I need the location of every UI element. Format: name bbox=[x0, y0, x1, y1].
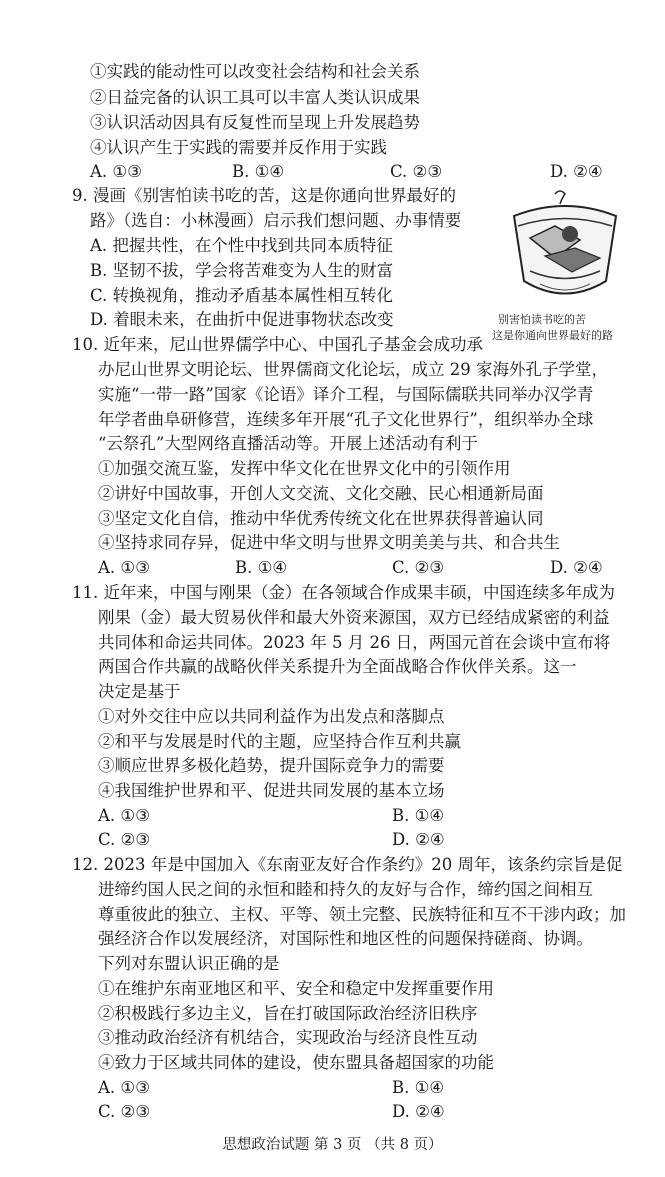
q11-item-2: ②和平与发展是时代的主题，应坚持合作互利共赢 bbox=[98, 732, 461, 751]
q11-option-a: A. ①③ bbox=[98, 806, 150, 825]
cartoon-caption-1: 别害怕读书吃的苦 bbox=[498, 313, 586, 326]
q10-item-2: ②讲好中国故事，开创人文交流、文化交融、民心相通新局面 bbox=[98, 484, 544, 503]
q10-stem-5: “云祭孔”大型网络直播活动等。开展上述活动有利于 bbox=[98, 434, 478, 453]
q10-stem-2: 办尼山世界文明论坛、世界儒商文化论坛，成立 29 家海外孔子学堂， bbox=[98, 360, 608, 379]
q10-option-a: A. ①③ bbox=[98, 558, 150, 577]
q12-item-1: ①在维护东南亚地区和平、安全和稳定中发挥重要作用 bbox=[98, 979, 494, 998]
q8-option-a: A. ①③ bbox=[90, 162, 142, 181]
page-footer: 思想政治试题 第 3 页 （共 8 页） bbox=[222, 1137, 443, 1153]
q10-item-3: ③坚定文化自信，推动中华优秀传统文化在世界获得普遍认同 bbox=[98, 509, 544, 528]
q11-stem-4: 两国合作共赢的战略伙伴关系提升为全面战略合作伙伴关系。这一 bbox=[98, 657, 577, 676]
q12-item-3: ③推动政治经济有机结合，实现政治与经济良性互动 bbox=[98, 1028, 478, 1047]
cartoon-illustration bbox=[492, 186, 630, 346]
q11-stem-5: 决定是基于 bbox=[98, 682, 181, 701]
q8-item-1: ①实践的能动性可以改变社会结构和社会关系 bbox=[90, 62, 420, 81]
q11-item-1: ①对外交往中应以共同利益作为出发点和落脚点 bbox=[98, 707, 445, 726]
q10-option-d: D. ②④ bbox=[550, 558, 603, 577]
q11-stem-1: 11. 近年来，中国与刚果（金）在各领域合作成果丰硕，中国连续多年成为 bbox=[72, 583, 615, 602]
q11-option-c: C. ②③ bbox=[98, 830, 151, 849]
q11-item-3: ③顺应世界多极化趋势，提升国际竞争力的需要 bbox=[98, 756, 445, 775]
q8-item-4: ④认识产生于实践的需要并反作用于实践 bbox=[90, 138, 387, 157]
q12-item-2: ②积极践行多边主义，旨在打破国际政治经济旧秩序 bbox=[98, 1004, 478, 1023]
q12-option-d: D. ②④ bbox=[392, 1102, 445, 1121]
q8-option-b: B. ①④ bbox=[232, 162, 285, 181]
q9-option-d: D. 着眼未来，在曲折中促进事物状态改变 bbox=[90, 310, 394, 329]
q12-stem-5: 下列对东盟认识正确的是 bbox=[98, 954, 280, 973]
cartoon-caption-2: 这是你通向世界最好的路 bbox=[492, 329, 613, 342]
q8-option-c: C. ②③ bbox=[390, 162, 443, 181]
q10-stem-4: 年学者曲阜研修营，连续多年开展“孔子文化世界行”，组织举办全球 bbox=[98, 410, 594, 429]
q9-option-c: C. 转换视角，推动矛盾基本属性相互转化 bbox=[90, 286, 394, 305]
q12-stem-2: 进缔约国人民之间的永恒和睦和持久的友好与合作，缔约国之间相互 bbox=[98, 880, 593, 899]
q9-stem-1: 9. 漫画《别害怕读书吃的苦，这是你通向世界最好的 bbox=[72, 186, 456, 205]
q9-option-a: A. 把握共性，在个性中找到共同本质特征 bbox=[90, 236, 393, 255]
q8-item-3: ③认识活动因具有反复性而呈现上升发展趋势 bbox=[90, 113, 420, 132]
q10-item-1: ①加强交流互鉴，发挥中华文化在世界文化中的引领作用 bbox=[98, 459, 511, 478]
q9-option-b: B. 坚韧不拔，学会将苦难变为人生的财富 bbox=[90, 261, 394, 280]
q11-stem-2: 刚果（金）最大贸易伙伴和最大外资来源国，双方已经结成紧密的利益 bbox=[98, 608, 610, 627]
q11-item-4: ④我国维护世界和平、促进共同发展的基本立场 bbox=[98, 781, 445, 800]
q11-option-b: B. ①④ bbox=[392, 806, 445, 825]
q8-item-2: ②日益完备的认识工具可以丰富人类认识成果 bbox=[90, 88, 420, 107]
q11-stem-3: 共同体和命运共同体。2023 年 5 月 26 日，两国元首在会谈中宣布将 bbox=[98, 633, 611, 652]
q12-stem-4: 强经济合作以发展经济，对国际性和地区性的问题保持磋商、协调。 bbox=[98, 929, 593, 948]
q12-option-a: A. ①③ bbox=[98, 1078, 150, 1097]
q12-item-4: ④致力于区域共同体的建设，使东盟具备超国家的功能 bbox=[98, 1053, 494, 1072]
q10-stem-3: 实施“一带一路”国家《论语》译介工程，与国际儒联共同举办汉学青 bbox=[98, 385, 594, 404]
q10-stem-1: 10. 近年来，尼山世界儒学中心、中国孔子基金会成功承 bbox=[72, 335, 483, 354]
q12-option-c: C. ②③ bbox=[98, 1102, 151, 1121]
q11-option-d: D. ②④ bbox=[392, 830, 445, 849]
q12-stem-3: 尊重彼此的独立、主权、平等、领土完整、民族特征和互不干涉内政；加 bbox=[98, 905, 626, 924]
q8-option-d: D. ②④ bbox=[550, 162, 603, 181]
q12-stem-1: 12. 2023 年是中国加入《东南亚友好合作条约》20 周年，该条约宗旨是促 bbox=[72, 855, 623, 874]
cartoon-drawing bbox=[500, 186, 630, 311]
q10-item-4: ④坚持求同存异，促进中华文明与世界文明美美与共、和合共生 bbox=[98, 533, 560, 552]
q9-stem-2: 路》（选自：小林漫画）启示我们想问题、办事情要 bbox=[90, 211, 462, 230]
q10-option-c: C. ②③ bbox=[392, 558, 445, 577]
q10-option-b: B. ①④ bbox=[235, 558, 288, 577]
q12-option-b: B. ①④ bbox=[392, 1078, 445, 1097]
